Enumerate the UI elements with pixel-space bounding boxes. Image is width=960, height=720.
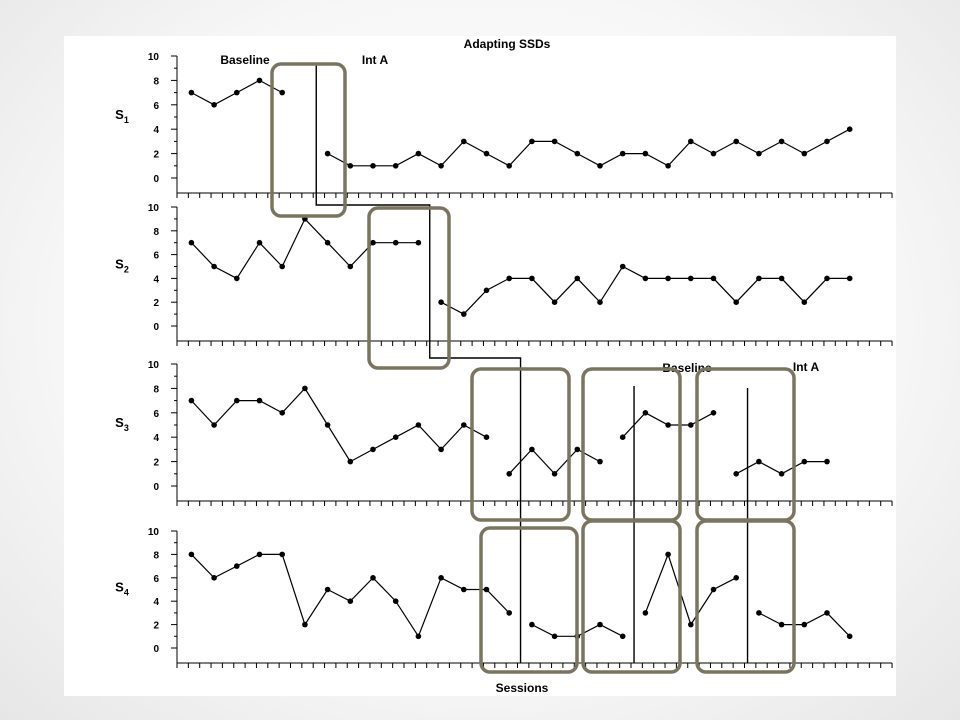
data-point: [484, 151, 490, 157]
data-point: [529, 276, 535, 282]
data-point: [665, 276, 671, 282]
data-point: [733, 471, 739, 477]
data-point: [802, 151, 808, 157]
data-point: [643, 410, 649, 416]
data-point: [802, 459, 808, 465]
data-point: [688, 276, 694, 282]
y-tick-label: 0: [153, 482, 159, 493]
data-point: [620, 634, 626, 640]
y-tick-label: 8: [153, 226, 159, 238]
data-point: [484, 288, 490, 294]
x-axis-label: Sessions: [495, 681, 549, 695]
highlight-box: [583, 369, 680, 520]
data-point: [484, 434, 490, 440]
panel-label-subscript: 4: [123, 587, 129, 598]
data-point: [189, 90, 195, 96]
y-tick-label: 4: [153, 597, 159, 609]
data-point: [416, 240, 422, 246]
data-point: [348, 163, 354, 169]
data-point: [279, 90, 285, 96]
data-point: [257, 398, 263, 404]
phase-label-baseline-s3: Baseline: [662, 361, 712, 375]
data-point: [234, 563, 240, 569]
data-point: [779, 622, 785, 628]
data-point: [847, 276, 853, 282]
data-point: [279, 410, 285, 416]
data-point: [711, 276, 717, 282]
data-point: [847, 634, 853, 640]
data-point: [438, 575, 444, 581]
data-point: [211, 575, 217, 581]
data-point: [484, 587, 490, 593]
data-point: [756, 151, 762, 157]
y-tick-label: 8: [153, 550, 159, 562]
data-point: [257, 78, 263, 84]
panel-label-subscript: 3: [123, 423, 129, 433]
data-point: [756, 276, 762, 282]
data-point: [416, 634, 422, 640]
highlight-box: [697, 369, 794, 520]
data-point: [665, 422, 671, 428]
data-line: [328, 129, 850, 166]
data-point: [461, 311, 467, 317]
data-point: [370, 163, 376, 169]
y-tick-label: 4: [153, 433, 159, 445]
data-point: [325, 587, 331, 593]
y-tick-label: 2: [153, 620, 159, 632]
data-point: [688, 422, 694, 428]
data-point: [779, 139, 785, 145]
data-point: [779, 276, 785, 282]
data-point: [824, 459, 830, 465]
data-point: [393, 240, 399, 246]
data-point: [438, 447, 444, 453]
data-point: [189, 398, 195, 404]
data-point: [779, 471, 785, 477]
data-point: [643, 276, 649, 282]
data-point: [665, 163, 671, 169]
data-point: [416, 422, 422, 428]
data-point: [552, 634, 558, 640]
data-point: [575, 447, 581, 453]
panel-label: $S_3$: [115, 415, 129, 433]
data-point: [370, 447, 376, 453]
data-point: [802, 622, 808, 628]
data-point: [597, 459, 603, 465]
data-point: [325, 422, 331, 428]
y-tick-label: 10: [147, 527, 159, 538]
data-point: [506, 471, 512, 477]
chart-title: Adapting SSDs: [463, 37, 551, 51]
data-point: [370, 240, 376, 246]
data-point: [257, 552, 263, 558]
data-point: [461, 422, 467, 428]
data-point: [348, 598, 354, 604]
data-point: [824, 610, 830, 616]
data-point: [393, 598, 399, 604]
data-line: [191, 219, 418, 279]
data-point: [348, 264, 354, 270]
data-point: [211, 102, 217, 108]
data-point: [824, 276, 830, 282]
data-point: [529, 447, 535, 453]
data-point: [620, 151, 626, 157]
y-tick-label: 10: [147, 203, 159, 214]
phase-label-baseline: Baseline: [220, 53, 270, 67]
data-point: [461, 587, 467, 593]
data-point: [733, 575, 739, 581]
data-point: [279, 264, 285, 270]
data-point: [257, 240, 263, 246]
data-point: [279, 552, 285, 558]
data-point: [711, 151, 717, 157]
y-tick-label: 2: [153, 298, 159, 310]
data-point: [643, 610, 649, 616]
data-point: [552, 299, 558, 305]
data-point: [506, 163, 512, 169]
y-tick-label: 4: [153, 274, 159, 286]
y-tick-label: 4: [153, 125, 159, 137]
data-point: [597, 163, 603, 169]
data-line: [441, 267, 850, 315]
data-point: [529, 622, 535, 628]
data-point: [711, 410, 717, 416]
data-point: [688, 139, 694, 145]
data-point: [393, 434, 399, 440]
data-point: [325, 151, 331, 157]
data-point: [189, 552, 195, 558]
data-point: [234, 276, 240, 282]
data-point: [211, 422, 217, 428]
y-tick-label: 6: [153, 408, 159, 420]
data-point: [711, 587, 717, 593]
data-point: [575, 151, 581, 157]
data-point: [234, 90, 240, 96]
data-point: [211, 264, 217, 270]
data-point: [665, 552, 671, 558]
data-point: [620, 264, 626, 270]
y-tick-label: 8: [153, 76, 159, 88]
y-tick-label: 6: [153, 250, 159, 262]
panel-label-subscript: 2: [123, 264, 129, 275]
highlight-box: [481, 528, 577, 672]
data-point: [552, 139, 558, 145]
y-tick-label: 8: [153, 384, 159, 396]
y-tick-label: 6: [153, 100, 159, 112]
data-point: [597, 622, 603, 628]
data-point: [756, 459, 762, 465]
data-point: [506, 276, 512, 282]
data-point: [302, 622, 308, 628]
y-tick-label: 0: [153, 174, 159, 185]
data-point: [325, 240, 331, 246]
y-tick-label: 10: [147, 52, 159, 63]
data-point: [824, 139, 830, 145]
data-point: [438, 163, 444, 169]
data-point: [756, 610, 762, 616]
y-tick-label: 6: [153, 573, 159, 585]
y-tick-label: 2: [153, 149, 159, 161]
panel-label: $S_1$: [115, 107, 129, 125]
panel-label: $S_4$: [115, 579, 129, 598]
data-point: [643, 151, 649, 157]
data-point: [506, 610, 512, 616]
data-point: [529, 139, 535, 145]
data-point: [802, 299, 808, 305]
panel-label: $S_2$: [115, 256, 129, 275]
data-point: [438, 299, 444, 305]
data-point: [370, 575, 376, 581]
phase-label-int-a-s3: Int A: [792, 360, 820, 374]
data-point: [597, 299, 603, 305]
y-tick-label: 2: [153, 457, 159, 469]
highlight-box: [697, 521, 794, 672]
y-tick-label: 0: [153, 644, 159, 655]
data-line: [509, 449, 600, 473]
y-tick-label: 0: [153, 322, 159, 333]
data-point: [688, 622, 694, 628]
phase-label-int-a: Int A: [361, 53, 389, 67]
data-point: [575, 276, 581, 282]
data-point: [416, 151, 422, 157]
data-point: [461, 139, 467, 145]
data-point: [189, 240, 195, 246]
data-point: [620, 434, 626, 440]
data-line: [645, 554, 736, 624]
data-point: [733, 139, 739, 145]
data-point: [847, 126, 853, 132]
data-point: [393, 163, 399, 169]
highlight-box: [583, 521, 680, 672]
y-tick-label: 10: [147, 360, 159, 371]
panel-label-subscript: 1: [123, 115, 129, 125]
data-point: [733, 299, 739, 305]
data-point: [302, 386, 308, 392]
data-point: [552, 471, 558, 477]
data-point: [348, 459, 354, 465]
data-point: [234, 398, 240, 404]
